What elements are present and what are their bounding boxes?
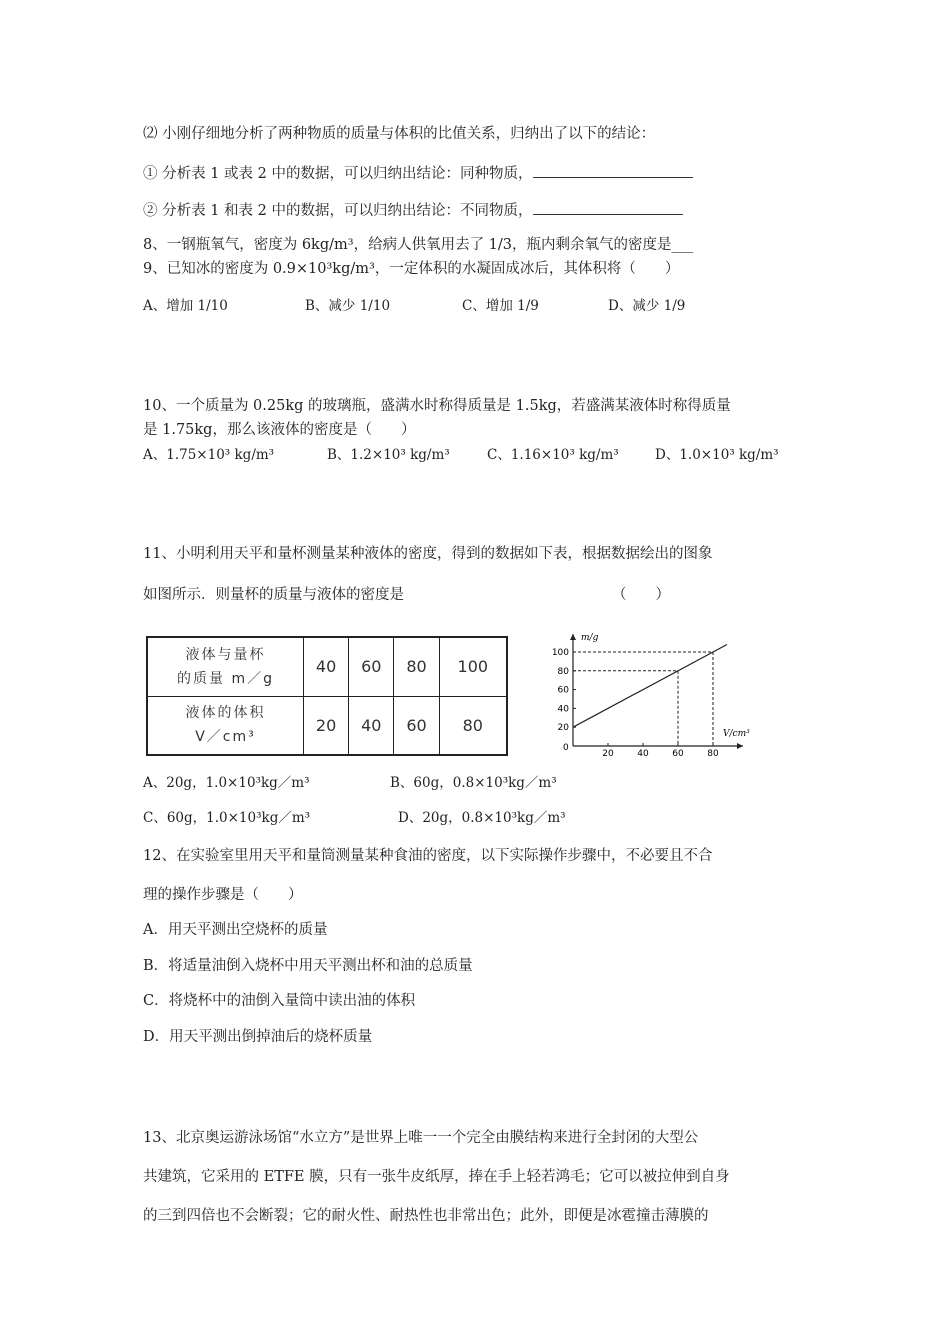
q10-line1: 10、一个质量为 0.25kg 的玻璃瓶，盛满水时称得质量是 1.5kg，若盛满某液体时称得质量: [143, 398, 731, 414]
table-row: [147, 696, 507, 755]
q11-option-d[interactable]: D、20g，0.8×10³kg／m³: [398, 810, 566, 826]
table-cell: 40: [304, 637, 349, 696]
q10-line2: 是 1.75kg，那么该液体的密度是（ ）: [143, 422, 416, 438]
x-axis-label: V/cm³: [723, 729, 750, 739]
y-tick-label: 40: [557, 704, 569, 715]
table-row: [147, 637, 507, 696]
q8-text: 8、一钢瓶氧气，密度为 6kg/m³，给病人供氧用去了 1/3，瓶内剩余氧气的密度是___: [143, 237, 694, 253]
q12-line2: 理的操作步骤是（ ）: [143, 887, 303, 903]
y-tick-label: 100: [551, 648, 569, 658]
x-tick-label: 40: [637, 749, 649, 759]
q11-option-b[interactable]: B、60g，0.8×10³kg／m³: [390, 775, 557, 791]
q13-line2: 共建筑，它采用的 ETFE 膜，只有一张牛皮纸厚，捧在手上轻若鸿毛；它可以被拉伸到自身: [143, 1169, 730, 1185]
q7-line2-text: ① 分析表 1 或表 2 中的数据，可以归纳出结论：同种物质，: [143, 166, 533, 182]
q10-option-a[interactable]: A、1.75×10³ kg/m³: [143, 447, 275, 463]
q12-option-b[interactable]: B．将适量油倒入烧杯中用天平测出杯和油的总质量: [143, 958, 473, 974]
q12-option-c[interactable]: C．将烧杯中的油倒入量筒中读出油的体积: [143, 993, 416, 1009]
y-tick-label: 60: [557, 685, 569, 696]
table-cell: 80: [439, 696, 507, 755]
q7-line1: ⑵ 小刚仔细地分析了两种物质的质量与体积的比值关系，归纳出了以下的结论：: [143, 126, 656, 142]
q10-option-b[interactable]: B、1.2×10³ kg/m³: [327, 447, 450, 463]
q12-option-d[interactable]: D．用天平测出倒掉油后的烧杯质量: [143, 1029, 373, 1045]
table-cell: 20: [304, 696, 349, 755]
q12-line1: 12、在实验室里用天平和量筒测量某种食油的密度，以下实际操作步骤中，不必要且不合: [143, 848, 713, 864]
header-volume-line2: V／cm³: [195, 729, 256, 746]
q9-option-d[interactable]: D、减少 1/9: [608, 298, 686, 314]
q10-option-c[interactable]: C、1.16×10³ kg/m³: [487, 447, 619, 463]
q11-line1: 11、小明利用天平和量杯测量某种液体的密度，得到的数据如下表，根据数据绘出的图象: [143, 546, 713, 562]
table-cell: 60: [349, 637, 394, 696]
series-line: [573, 644, 727, 727]
table-header-volume: [147, 696, 304, 755]
x-axis-arrow: [737, 743, 743, 749]
q13-line3: 的三到四倍也不会断裂；它的耐火性、耐热性也非常出色；此外，即便是冰雹撞击薄膜的: [143, 1208, 709, 1224]
header-volume-line1: 液体的体积: [185, 705, 266, 722]
y-axis-label: m/g: [581, 633, 599, 643]
q9-text: 9、已知冰的密度为 0.9×10³kg/m³，一定体积的水凝固成冰后，其体积将（ ）: [143, 261, 680, 277]
table-cell: 60: [394, 696, 439, 755]
answer-blank[interactable]: [533, 200, 683, 215]
table-cell: 80: [394, 637, 439, 696]
q11-line2: 如图所示．则量杯的质量与液体的密度是: [143, 587, 404, 603]
y-axis-arrow: [570, 634, 576, 640]
q9-option-c[interactable]: C、增加 1/9: [462, 298, 539, 314]
q7-line3: [143, 200, 683, 221]
x-tick-label: 60: [672, 749, 684, 759]
q11-data-table: [146, 636, 508, 756]
q11-answer-paren[interactable]: （ ）: [612, 587, 670, 603]
answer-blank[interactable]: [533, 163, 693, 178]
x-tick-label: 20: [602, 749, 614, 759]
q11-option-a[interactable]: A、20g，1.0×10³kg／m³: [143, 775, 310, 791]
q9-option-b[interactable]: B、减少 1/10: [305, 298, 391, 314]
table-cell: 40: [349, 696, 394, 755]
y-tick-label: 20: [557, 723, 569, 734]
table-cell: 100: [439, 637, 507, 696]
q11-option-c[interactable]: C、60g，1.0×10³kg／m³: [143, 810, 311, 826]
table-header-mass: [147, 637, 304, 696]
header-mass-line1: 液体与量杯: [185, 646, 266, 663]
x-tick-label: 80: [707, 749, 719, 759]
origin-label: 0: [563, 743, 569, 753]
header-mass-line2: 的质量 m／g: [177, 670, 274, 687]
q10-option-d[interactable]: D、1.0×10³ kg/m³: [655, 447, 779, 463]
q7-line3-text: ② 分析表 1 和表 2 中的数据，可以归纳出结论：不同物质，: [143, 203, 533, 219]
q13-line1: 13、北京奥运游泳场馆“水立方”是世界上唯一一个完全由膜结构来进行全封闭的大型公: [143, 1130, 699, 1146]
q11-mass-volume-graph: [545, 622, 785, 762]
q9-option-a[interactable]: A、增加 1/10: [143, 298, 228, 314]
y-tick-label: 80: [557, 666, 569, 677]
q12-option-a[interactable]: A．用天平测出空烧杯的质量: [143, 922, 328, 938]
q7-line2: [143, 163, 693, 184]
